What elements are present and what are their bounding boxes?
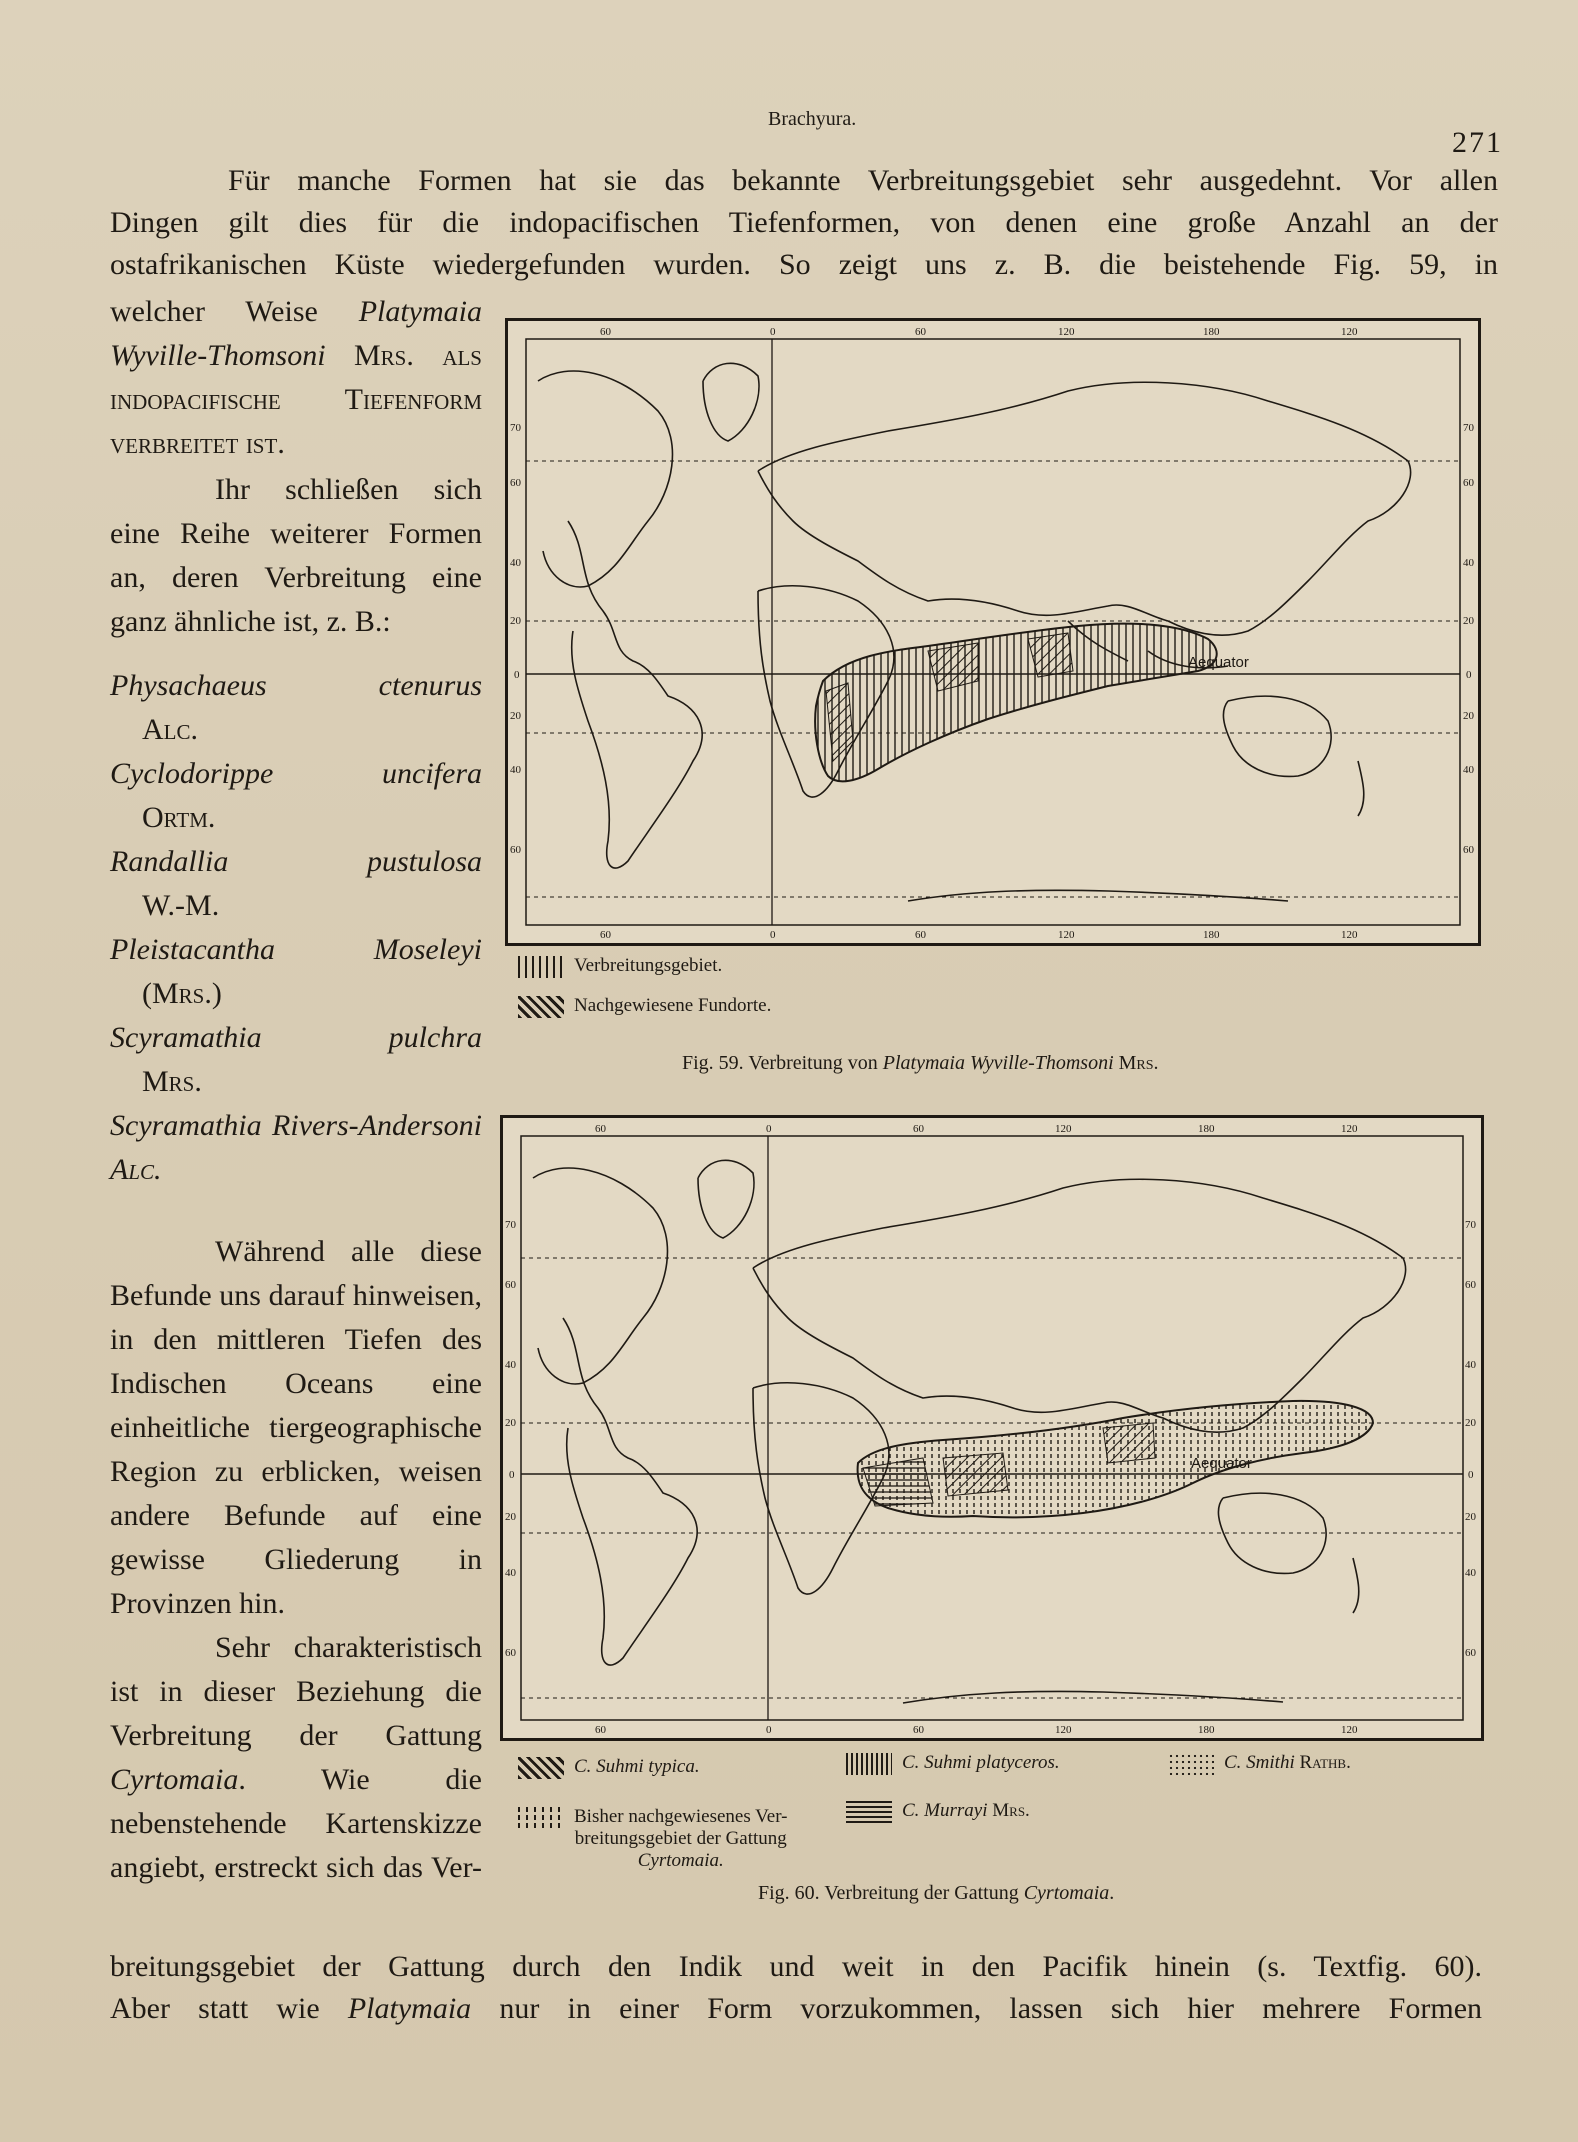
tick-right: 40	[1465, 1359, 1476, 1371]
tick-right: 40	[1465, 1567, 1476, 1579]
intro-line-2: Dingen gilt dies für die indopacifischen Tiefenformen, von denen eine große Anzahl an der	[110, 206, 1498, 239]
tick-right: 20	[1465, 1511, 1476, 1523]
legend-item: Verbreitungsgebiet.	[518, 955, 771, 989]
species-item: Pleistacantha Moseleyi (Mrs.)	[110, 933, 482, 1010]
legend-item: C. Suhmi typica.	[518, 1756, 700, 1779]
tick-top: 60	[915, 326, 926, 338]
tick-left: 20	[505, 1511, 516, 1523]
species-item: Physachaeus ctenurus Alc.	[110, 669, 482, 746]
species-list	[110, 664, 482, 1192]
tick-left: 40	[510, 557, 521, 569]
tick-left: 40	[505, 1359, 516, 1371]
equator-label: Aequator	[1191, 1455, 1252, 1472]
tick-right: 20	[1463, 615, 1474, 627]
tick-left: 70	[510, 422, 521, 434]
tick-right: 40	[1463, 764, 1474, 776]
tick-right: 40	[1463, 557, 1474, 569]
paragraph-region: Während alle diese Befunde uns darauf hinweisen, in den mittleren Tiefen des Indischen Oceans eine einheitliche tiergeographische Region zu erblicken, weisen andere Befunde auf eine gewisse Gliederung in Provinzen hin.	[110, 1235, 482, 1620]
tick-left: 60	[505, 1647, 516, 1659]
tick-left: 60	[510, 477, 521, 489]
tick-bottom: 0	[766, 1724, 772, 1736]
horizontal-lines-swatch-icon	[846, 1801, 892, 1823]
diagonal-hatch-swatch-icon	[518, 1757, 564, 1779]
paragraph-cyrtomaia: Sehr charakteristisch ist in dieser Beziehung die Verbreitung der Gattung Cyrtomaia. Wie die nebenstehende Kartenskizze angiebt, erstreckt sich das Ver-	[110, 1631, 482, 1884]
tick-top: 120	[1058, 326, 1075, 338]
tick-top: 0	[770, 326, 776, 338]
tick-right: 60	[1465, 1279, 1476, 1291]
tick-bottom: 120	[1055, 1724, 1072, 1736]
tick-left: 0	[509, 1469, 515, 1481]
tick-bottom: 0	[770, 929, 776, 941]
legend-59	[518, 955, 771, 1029]
left-column	[110, 290, 482, 1890]
world-map-59	[508, 321, 1478, 943]
species-item: Cyclodorippe uncifera Ortm.	[110, 757, 482, 834]
closing-line-1: breitungsgebiet der Gattung durch den Indik und weit in den Pacifik hinein (s. Textfig. 60).	[110, 1950, 1482, 1983]
legend-item: C. Suhmi platyceros.	[846, 1752, 1060, 1775]
figure-59-caption: Fig. 59. Verbreitung von Platymaia Wyville-Thomsoni Mrs.	[682, 1052, 1159, 1074]
tick-left: 40	[505, 1567, 516, 1579]
broken-vertical-swatch-icon	[518, 1806, 564, 1828]
intro-line-3: ostafrikanischen Küste wiedergefunden wurden. So zeigt uns z. B. die beistehende Fig. 59, in	[110, 248, 1498, 281]
legend-item: C. Smithi Rathb.	[1168, 1752, 1351, 1775]
figure-60-map	[500, 1115, 1484, 1741]
tick-right: 60	[1463, 477, 1474, 489]
tick-top: 60	[913, 1123, 924, 1135]
tick-bottom: 120	[1341, 929, 1358, 941]
species-item: Scyramathia Rivers-Andersoni Alc.	[110, 1109, 482, 1186]
tick-top: 60	[600, 326, 611, 338]
tick-bottom: 60	[600, 929, 611, 941]
legend-item: Nachgewiesene Fundorte.	[518, 995, 771, 1029]
tick-bottom: 120	[1058, 929, 1075, 941]
page-number: 271	[1452, 126, 1503, 159]
tick-top: 180	[1203, 326, 1220, 338]
dense-vertical-swatch-icon	[846, 1753, 892, 1775]
tick-top: 120	[1055, 1123, 1072, 1135]
legend-item: C. Murrayi Mrs.	[846, 1800, 1030, 1823]
tick-right: 60	[1463, 844, 1474, 856]
tick-bottom: 60	[915, 929, 926, 941]
tick-left: 40	[510, 764, 521, 776]
tick-bottom: 60	[595, 1724, 606, 1736]
dots-swatch-icon	[1168, 1753, 1214, 1775]
figure-60-caption: Fig. 60. Verbreitung der Gattung Cyrtomaia.	[758, 1882, 1115, 1904]
tick-left: 70	[505, 1219, 516, 1231]
figure-59-map	[505, 318, 1481, 946]
legend-item: Bisher nachgewiesenes Ver- breitungsgebiet der Gattung Cyrtomaia.	[518, 1806, 787, 1872]
tick-left: 20	[505, 1417, 516, 1429]
paragraph-platymaia: welcher Weise Platymaia Wyville-Thomsoni Mrs. als indopacifische Tiefenform verbreitet ist.	[110, 295, 482, 460]
tick-top: 60	[595, 1123, 606, 1135]
tick-left: 20	[510, 615, 521, 627]
tick-right: 0	[1466, 669, 1472, 681]
tick-right: 70	[1463, 422, 1474, 434]
tick-right: 20	[1463, 710, 1474, 722]
tick-bottom: 120	[1341, 1724, 1358, 1736]
vertical-lines-swatch-icon	[518, 956, 564, 978]
closing-line-2: Aber statt wie Platymaia nur in einer Form vorzukommen, lassen sich hier mehrere Formen	[110, 1992, 1483, 2025]
tick-bottom: 180	[1203, 929, 1220, 941]
tick-bottom: 180	[1198, 1724, 1215, 1736]
tick-right: 60	[1465, 1647, 1476, 1659]
tick-right: 70	[1465, 1219, 1476, 1231]
species-item: Randallia pustulosa W.-M.	[110, 845, 482, 922]
diagonal-hatch-swatch-icon	[518, 996, 564, 1018]
tick-left: 60	[510, 844, 521, 856]
tick-top: 120	[1341, 1123, 1358, 1135]
species-item: Scyramathia pulchra Mrs.	[110, 1021, 482, 1098]
tick-left: 0	[514, 669, 520, 681]
equator-label: Aequator	[1188, 654, 1249, 671]
tick-bottom: 60	[913, 1724, 924, 1736]
tick-top: 180	[1198, 1123, 1215, 1135]
intro-line-1: Für manche Formen hat sie das bekannte Verbreitungsgebiet sehr ausgedehnt. Vor allen	[228, 164, 1498, 197]
world-map-60	[503, 1118, 1481, 1738]
tick-right: 0	[1468, 1469, 1474, 1481]
running-title: Brachyura.	[768, 108, 857, 130]
paragraph-intro-species: Ihr schließen sich eine Reihe weiterer Formen an, deren Verbreitung eine ganz ähnliche ist, z. B.:	[110, 473, 482, 638]
tick-top: 0	[766, 1123, 772, 1135]
tick-left: 60	[505, 1279, 516, 1291]
tick-top: 120	[1341, 326, 1358, 338]
tick-left: 20	[510, 710, 521, 722]
tick-right: 20	[1465, 1417, 1476, 1429]
